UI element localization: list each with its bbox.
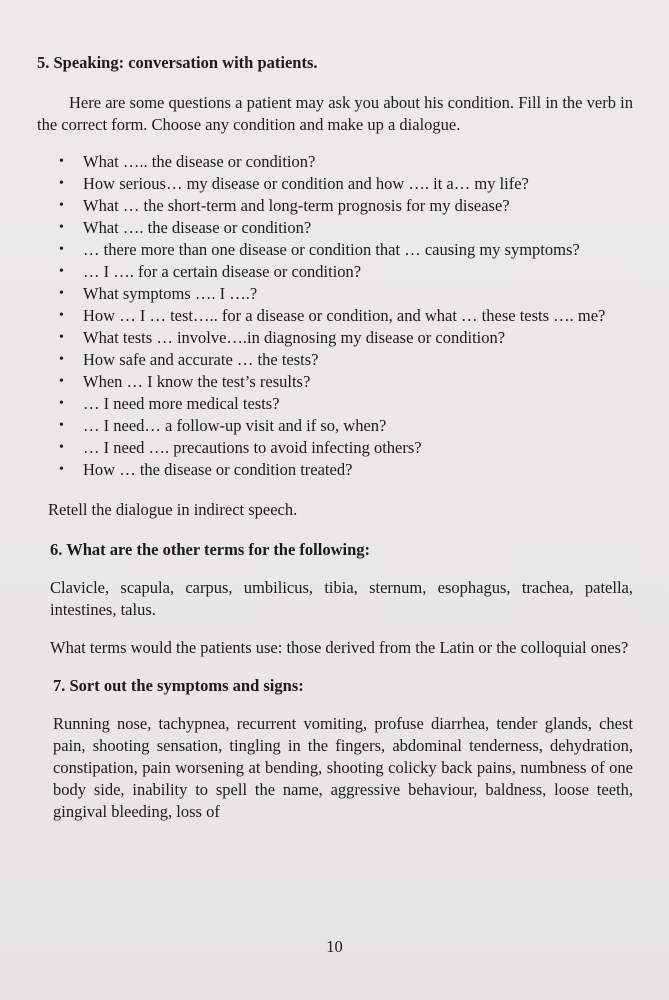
section-5-heading: 5. Speaking: conversation with patients. bbox=[37, 53, 318, 72]
page-number: 10 bbox=[326, 937, 343, 956]
question-item: • What tests … involve….in diagnosing my disease or condition? bbox=[83, 327, 633, 349]
question-item: • How serious… my disease or condition and how …. it a… my life? bbox=[83, 173, 633, 195]
question-list bbox=[37, 151, 633, 481]
section-6-heading: 6. What are the other terms for the following: bbox=[50, 540, 371, 559]
section-7-heading: 7. Sort out the symptoms and signs: bbox=[53, 676, 304, 695]
question-item: • … there more than one disease or condition that … causing my symptoms? bbox=[83, 239, 633, 261]
question-item: • … I need… a follow-up visit and if so, when? bbox=[83, 415, 633, 437]
question-item: • How … I … test….. for a disease or condition, and what … these tests …. me? bbox=[83, 305, 633, 327]
question-item: • What …. the disease or condition? bbox=[83, 217, 633, 239]
question-item: • How safe and accurate … the tests? bbox=[83, 349, 633, 371]
question-item: • What … the short-term and long-term prognosis for my disease? bbox=[83, 195, 633, 217]
section-5-intro: Here are some questions a patient may ask you about his condition. Fill in the verb in the correct form. Choose any condition and make up a dialogue. bbox=[37, 93, 633, 134]
page-content bbox=[37, 52, 633, 823]
question-item: • … I …. for a certain disease or condition? bbox=[83, 261, 633, 283]
question-item: • … I need …. precautions to avoid infecting others? bbox=[83, 437, 633, 459]
question-item: • What symptoms …. I ….? bbox=[83, 283, 633, 305]
retell-instruction: Retell the dialogue in indirect speech. bbox=[48, 500, 298, 519]
question-item: • What ….. the disease or condition? bbox=[83, 151, 633, 173]
section-6-terms: Clavicle, scapula, carpus, umbilicus, tibia, sternum, esophagus, trachea, patella, intestines, talus. bbox=[50, 578, 633, 619]
question-item: • How … the disease or condition treated? bbox=[83, 459, 633, 481]
question-item: • … I need more medical tests? bbox=[83, 393, 633, 415]
section-6-question: What terms would the patients use: those derived from the Latin or the colloquial ones? bbox=[50, 638, 629, 657]
question-item: • When … I know the test’s results? bbox=[83, 371, 633, 393]
section-7-text: Running nose, tachypnea, recurrent vomiting, profuse diarrhea, tender glands, chest pain, shooting sensation, tingling in the fingers, abdominal tenderness, dehydration, constipation, pain worsening at bending, shooting colicky back pains, numbness of one body side, inability to spell the name, aggressive behaviour, baldness, loose teeth, gingival bleeding, loss of bbox=[53, 714, 633, 821]
